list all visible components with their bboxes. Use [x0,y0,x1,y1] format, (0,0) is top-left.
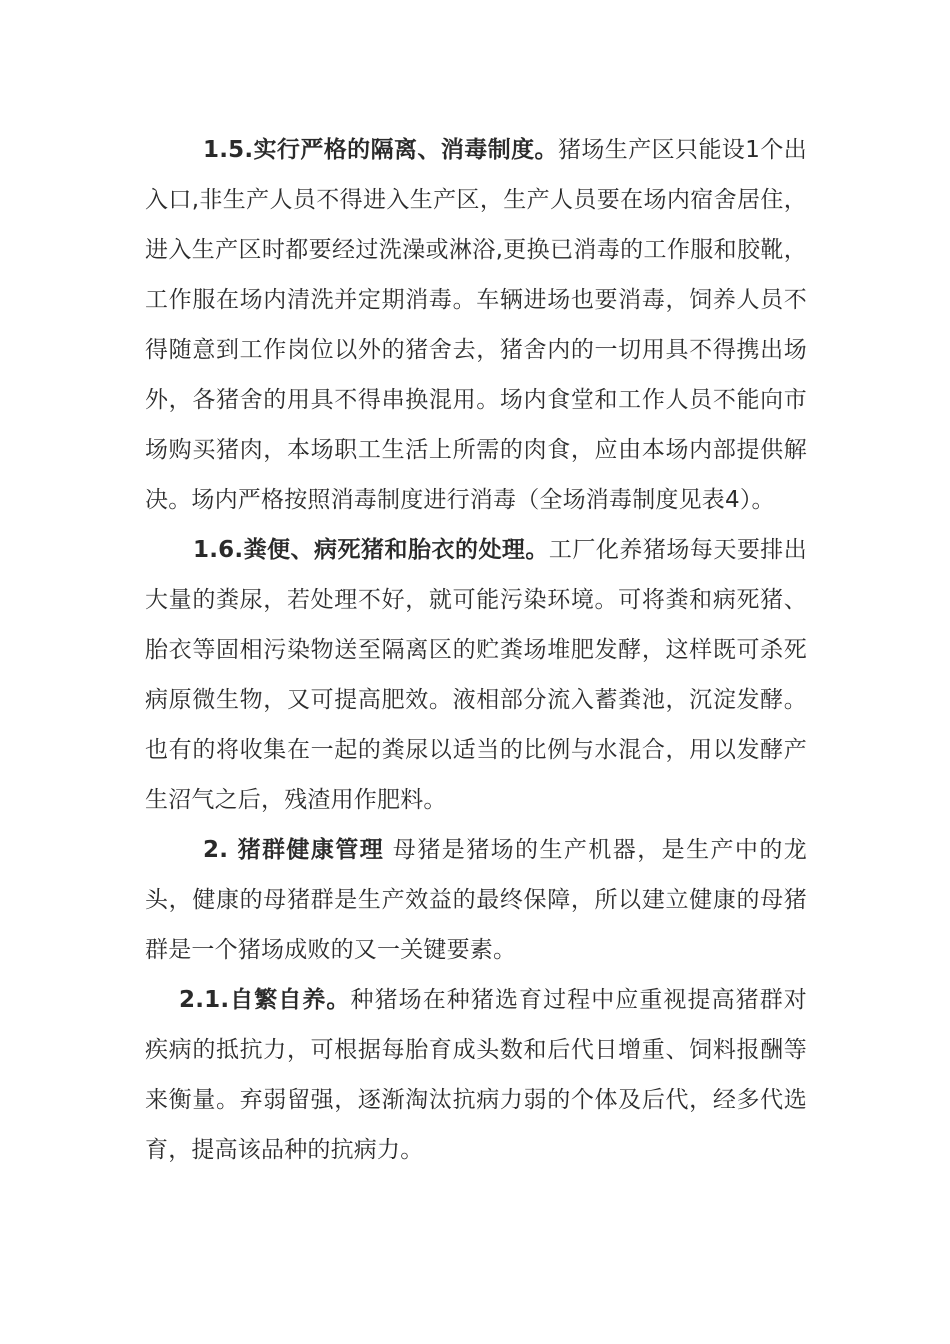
section-heading-1-5: 1.5.实行严格的隔离、消毒制度。 [203,137,558,163]
document-body [145,125,807,1175]
paragraph-waste-handling [145,525,807,825]
paragraph-text: 猪场生产区只能设1个出入口,非生产人员不得进入生产区，生产人员要在场内宿舍居住，进入生产区时都要经过洗澡或淋浴,更换已消毒的工作服和胶靴，工作服在场内清洗并定期消毒。车辆进场也要消毒，饲养人员不得随意到工作岗位以外的猪舍去，猪舍内的一切用具不得携出场外，各猪舍的用具不得串换混用。场内食堂和工作人员不能向市场购买猪肉，本场职工生活上所需的肉食，应由本场内部提供解决。场内严格按照消毒制度进行消毒（全场消毒制度见表4）。 [145,137,807,513]
section-heading-2: 2. 猪群健康管理 [203,837,385,863]
paragraph-text: 种猪场在种猪选育过程中应重视提高猪群对疾病的抵抗力，可根据每胎育成头数和后代日增重、饲料报酬等来衡量。弃弱留强，逐渐淘汰抗病力弱的个体及后代，经多代选育，提高该品种的抗病力。 [145,987,807,1163]
paragraph-isolation-disinfection [145,125,807,525]
section-heading-2-1: 2.1.自繁自养。 [179,987,351,1013]
paragraph-herd-health [145,825,807,975]
paragraph-text: 工厂化养猪场每天要排出大量的粪尿，若处理不好，就可能污染环境。可将粪和病死猪、胎衣等固相污染物送至隔离区的贮粪场堆肥发酵，这样既可杀死病原微生物，又可提高肥效。液相部分流入蓄粪池，沉淀发酵。也有的将收集在一起的粪尿以适当的比例与水混合，用以发酵产生沼气之后，残渣用作肥料。 [145,537,807,813]
paragraph-text: 母猪是猪场的生产机器，是生产中的龙头，健康的母猪群是生产效益的最终保障，所以建立健康的母猪群是一个猪场成败的又一关键要素。 [145,837,807,963]
paragraph-self-breeding [145,975,807,1175]
section-heading-1-6: 1.6.粪便、病死猪和胎衣的处理。 [193,537,549,563]
